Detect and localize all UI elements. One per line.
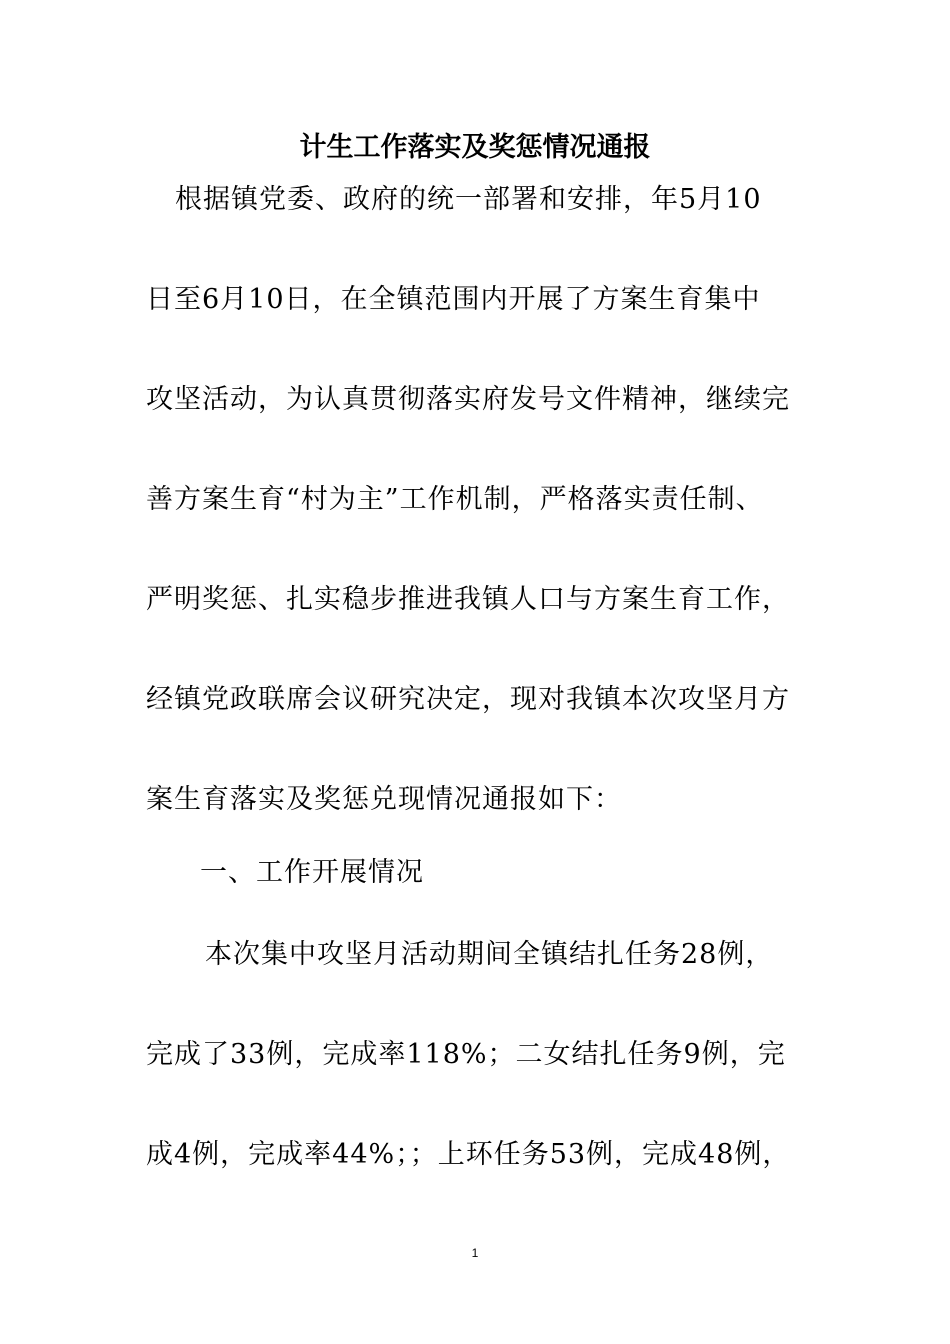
paragraph-line-1: 根据镇党委、政府的统一部署和安排，年5月10	[175, 184, 762, 215]
paragraph-line-10: 成4例，完成率44%；；上环任务53例，完成48例，	[146, 1139, 791, 1170]
paragraph-line-5: 严明奖惩、扎实稳步推进我镇人口与方案生育工作，	[146, 584, 790, 615]
paragraph-line-7: 案生育落实及奖惩兑现情况通报如下：	[146, 784, 622, 815]
paragraph-line-8: 本次集中攻坚月活动期间全镇结扎任务28例，	[205, 939, 774, 970]
paragraph-line-4: 善方案生育“村为主”工作机制，严格落实责任制、	[146, 484, 764, 515]
section-heading: 一、工作开展情况	[200, 857, 424, 888]
paragraph-line-9: 完成了33例，完成率118%；二女结扎任务9例，完	[146, 1039, 786, 1070]
document-title: 计生工作落实及奖惩情况通报	[299, 132, 651, 163]
paragraph-line-6: 经镇党政联席会议研究决定，现对我镇本次攻坚月方	[146, 684, 790, 715]
paragraph-line-3: 攻坚活动，为认真贯彻落实府发号文件精神，继续完	[146, 384, 790, 415]
paragraph-line-2: 日至6月10日，在全镇范围内开展了方案生育集中	[146, 284, 761, 315]
page-number: 1	[471, 1246, 479, 1260]
